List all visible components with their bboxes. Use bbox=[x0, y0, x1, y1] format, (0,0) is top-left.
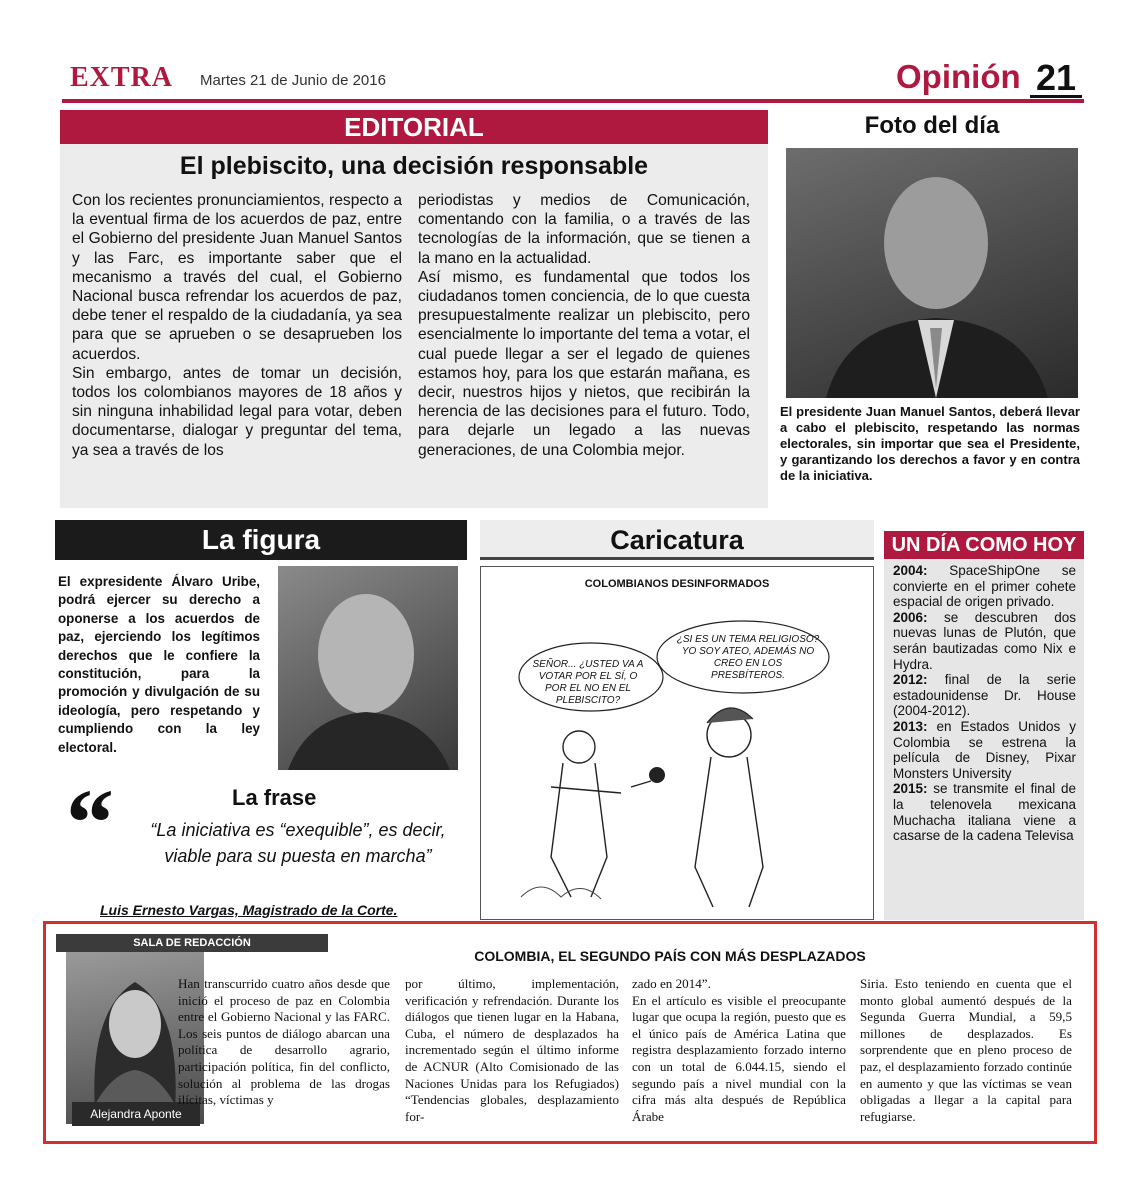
issue-date: Martes 21 de Junio de 2016 bbox=[200, 72, 386, 89]
article-column-3: zado en 2014”. En el artículo es visible el preocupante lugar que ocupa la región, puesto que es el único país de América Latina que registra desplazamiento forzado interno con un total de 6.044.15, siendo el segundo país a nivel mundial con la cifra más alta después de República Árabe bbox=[632, 976, 846, 1124]
editorial-label: EDITORIAL bbox=[60, 110, 768, 144]
la-frase-author: Luis Ernesto Vargas, Magistrado de la Corte. bbox=[100, 902, 398, 918]
list-item-year: 2012: bbox=[893, 672, 928, 688]
la-figura-title: La figura bbox=[55, 520, 467, 560]
page-number: 21 bbox=[1030, 58, 1082, 98]
la-figura-image bbox=[278, 566, 458, 770]
speech-bubble-citizen: ¿SI ES UN TEMA RELIGIOSO? YO SOY ATEO, ADEMÁS NO CREO EN LOS PRESBÍTEROS. bbox=[676, 634, 820, 681]
un-dia-como-hoy-title: UN DÍA COMO HOY bbox=[884, 531, 1084, 559]
list-item bbox=[893, 610, 1076, 672]
sala-de-redaccion-label: SALA DE REDACCIÓN bbox=[56, 934, 328, 952]
editorial-headline: El plebiscito, una decisión responsable bbox=[179, 152, 649, 180]
caricatura-title: Caricatura bbox=[480, 520, 874, 560]
list-item-year: 2013: bbox=[893, 718, 928, 734]
article-column-2: por último, implementación, verificación y refrendación. Durante los diálogos que tienen lugar en la Habana, Cuba, el número de desplazados ha incrementado según el último informe de ACNUR (Alto Comisionado de las Naciones Unidas para los Refugiados) “Tendencias globales, desplazamiento for- bbox=[405, 976, 619, 1124]
editorial-column-1: Con los recientes pronunciamientos, respecto a la eventual firma de los acuerdos de paz, entre el Gobierno del presidente Juan Manuel Santos y las Farc, es importante saber que el mecanismo a través del cual, el Gobierno Nacional busca refrendar los acuerdos de paz, debe tener el respaldo de la ciudadanía, ya sea para que se aprueben o se desaprueben los acuerdos. Sin embargo, antes de tomar un decisión, todos los colombianos mayores de 18 años y sin ninguna inhabilidad legal para votar, deben documentarse, dialogar y preguntar del tema, ya sea a través de los bbox=[72, 192, 402, 459]
section-title: Opinión bbox=[896, 58, 1021, 95]
list-item-text: SpaceShipOne se convierte en el primer cohete espacial de origen privado. bbox=[893, 563, 1076, 610]
newspaper-logo: EXTRA bbox=[70, 62, 174, 93]
la-figura-text: El expresidente Álvaro Uribe, podrá ejercer su derecho a oponerse a los acuerdos de paz, ejerciendo los legítimos derechos que le confiere la constitución, para la promoción y divulgación de su ideología, pero respetando y cumpliendo con la ley electoral. bbox=[58, 574, 260, 755]
list-item-year: 2006: bbox=[893, 609, 928, 625]
list-item-year: 2015: bbox=[893, 781, 928, 797]
list-item-text: se descubren dos nuevas lunas de Plutón, que serán bautizadas como Nix e Hydra. bbox=[893, 609, 1076, 672]
speech-bubble-reporter: SEÑOR... ¿USTED VA A VOTAR POR EL SÍ, O POR EL NO EN EL PLEBISCITO? bbox=[532, 659, 644, 706]
list-item-text: final de la serie estadounidense Dr. House (2004-2012). bbox=[893, 672, 1076, 719]
article-headline: COLOMBIA, EL SEGUNDO PAÍS CON MÁS DESPLAZADOS bbox=[474, 948, 866, 964]
list-item-year: 2004: bbox=[893, 563, 928, 578]
photo-of-day-image bbox=[786, 148, 1078, 398]
la-frase-quote: “La iniciativa es “exequible”, es decir, viable para su puesta en marcha” bbox=[150, 820, 446, 866]
author-name: Alejandra Aponte bbox=[72, 1102, 200, 1126]
un-dia-como-hoy-list bbox=[893, 563, 1076, 844]
portrait-silhouette-icon bbox=[786, 148, 1078, 398]
list-item bbox=[893, 672, 1076, 719]
cartoon-frame bbox=[480, 566, 874, 920]
list-item-text: en Estados Unidos y Colombia se estrena la película de Disney, Pixar Monsters University bbox=[893, 718, 1076, 781]
list-item-text: se transmite el final de la telenovela mexicana Muchacha italiana viene a casarse de la cadena Televisa bbox=[893, 781, 1076, 844]
article-column-4: Siria. Esto teniendo en cuenta que el monto global aumentó después de la Segunda Guerra Mundial, a 59,5 millones de desplazados. Es sorprendente que en pleno proceso de paz, el desplazamiento forzado continúe en aumento y que las víctimas se vean obligadas a llegar a la capital para refugiarse. bbox=[860, 976, 1072, 1124]
list-item bbox=[893, 563, 1076, 610]
cartoon-title: COLOMBIANOS DESINFORMADOS bbox=[584, 578, 770, 590]
header-rule bbox=[62, 99, 1084, 103]
la-frase-title: La frase bbox=[232, 785, 317, 810]
portrait-silhouette-icon bbox=[278, 566, 458, 770]
photo-of-day-title: Foto del día bbox=[864, 112, 1000, 139]
list-item bbox=[893, 719, 1076, 781]
editorial-column-2: periodistas y medios de Comunicación, comentando con la familia, o a través de las tecnologías de la información, que se tienen a la mano en la actualidad. Así mismo, es fundamental que todos los ciudadanos tomen conciencia, de lo que cuesta presupuestalmente realizar un plebiscito, pero esencialmente lo importante del tema a votar, el cual puede llegar a ser el legado de quienes estamos hoy, para los que estarán mañana, es decir, nuestros hijos y nietos, que recibirán la herencia de las decisiones para el futuro. Todo, para dejarle un legado a las nuevas generaciones, de una Colombia mejor. bbox=[418, 192, 750, 459]
cartoon-drawing-icon bbox=[481, 567, 873, 919]
quote-mark-icon: “ bbox=[66, 769, 114, 876]
photo-of-day-caption: El presidente Juan Manuel Santos, deberá llevar a cabo el plebiscito, respetando las normas electorales, sin importar que sea el Presidente, y garantizando los derechos a favor y en contra de la iniciativa. bbox=[780, 404, 1080, 483]
article-column-1: Han transcurrido cuatro años desde que inició el proceso de paz en Colombia entre el Gobierno Nacional y las FARC. Los seis puntos de diálogo abarcan una política de desarrollo agrario, participación política, fin del conflicto, solución al problema de las drogas ilícitas, víctimas y bbox=[178, 976, 390, 1108]
list-item bbox=[893, 781, 1076, 843]
